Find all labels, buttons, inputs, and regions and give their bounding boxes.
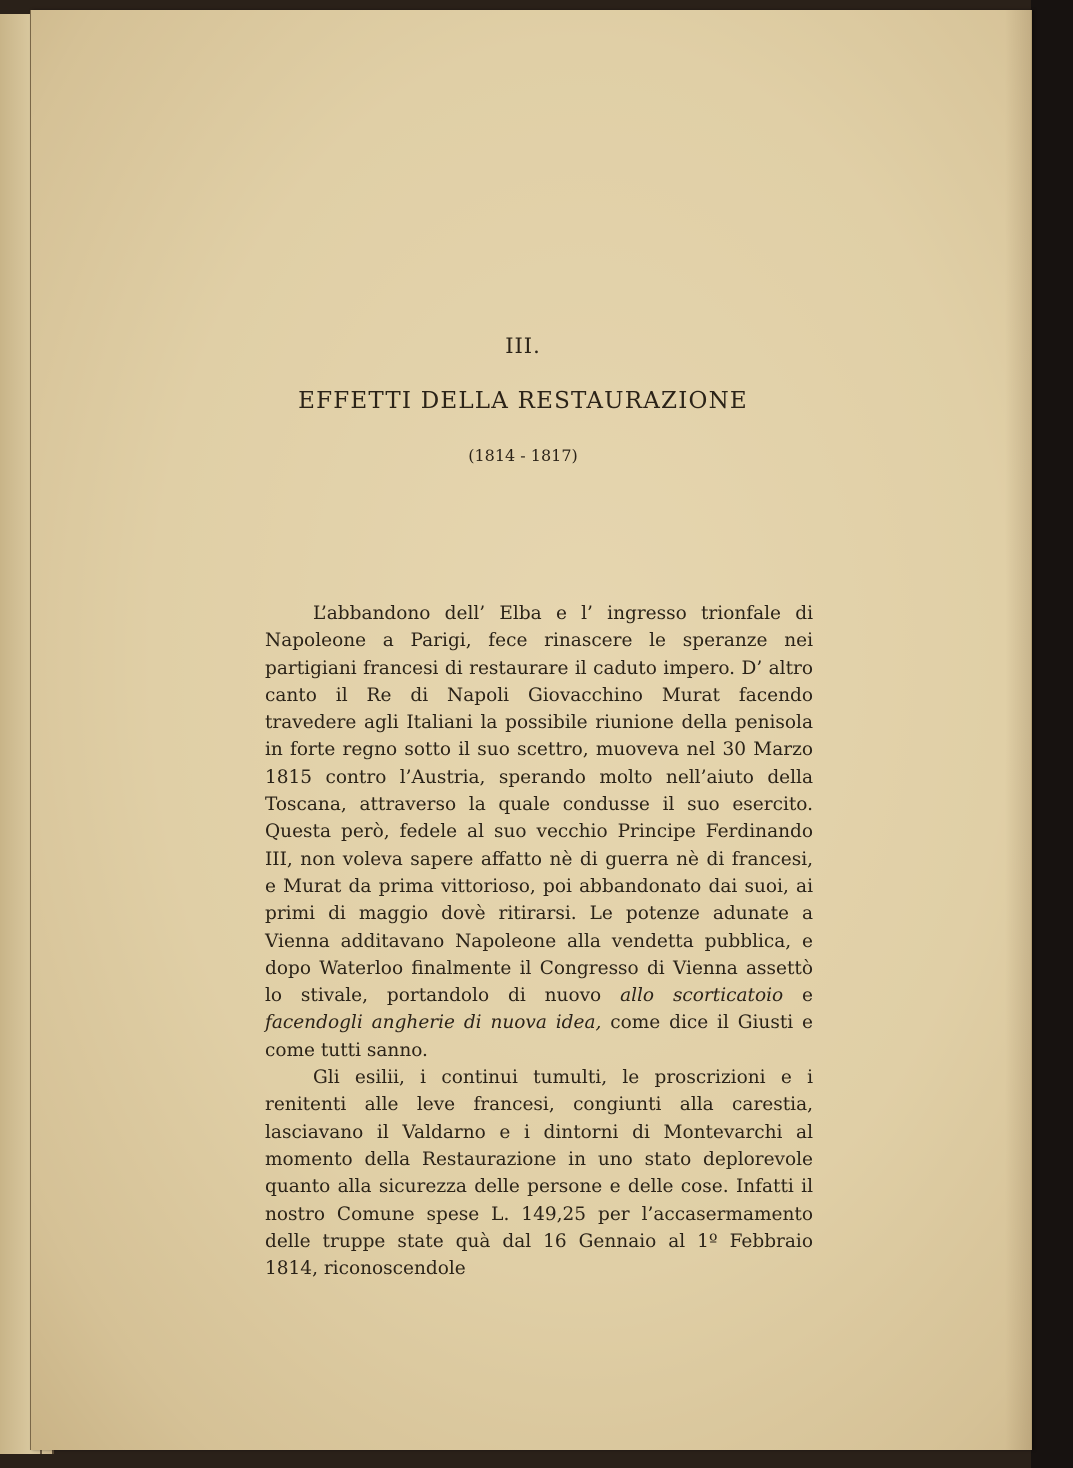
paragraph-2: Gli esilii, i continui tumulti, le proscrizioni e i renitenti alle leve francesi, congiunti alla carestia, lasciavano il Valdarno e i dintorni di Montevarchi al momento della Restaurazione in uno stato deplorevole quanto alla sicurezza delle persone e delle cose. Infatti il nostro Comune spese L. 149,25 per l’accasermamento delle truppe state quà dal 16 Gennaio al 1º Febbraio 1814, riconoscendole xyxy=(265,1067,813,1280)
book-page xyxy=(30,10,1032,1450)
paragraph-1-text: L’abbandono dell’ Elba e l’ ingresso trionfale di Napoleone a Parigi, fece rinascere le speranze nei partigiani francesi di restaurare il caduto impero. D’ altro canto il Re di Napoli Giovacchino Murat facendo travedere agli Italiani la possibile riunione della penisola in forte regno sotto il suo scettro, muoveva nel 30 Marzo 1815 contro l’Austria, sperando molto nell’aiuto della Toscana, attraverso la quale condusse il suo esercito. Questa però, fedele al suo vecchio Principe Ferdinando III, non voleva sapere affatto nè di guerra nè di francesi, e Murat da prima vittorioso, poi abbandonato dai suoi, ai primi di maggio dovè ritirarsi. Le potenze adunate a Vienna additavano Napoleone alla vendetta pubblica, e dopo Waterloo finalmente il Congresso di Vienna assettò lo stivale, portandolo di nuovo xyxy=(265,603,813,1007)
chapter-dates: (1814 - 1817) xyxy=(468,446,578,465)
paragraph-1-italic-phrase-2: facendogli angherie di nuova idea, xyxy=(265,1012,602,1034)
chapter-number: III. xyxy=(505,334,541,358)
paragraph-1 xyxy=(265,600,813,1064)
paragraph-1-connector: e xyxy=(783,985,813,1007)
paragraph-1-italic-phrase-1: allo scorticatoio xyxy=(620,985,784,1007)
scan-background xyxy=(1031,0,1073,1468)
body-text xyxy=(265,600,813,1282)
chapter-title: EFFETTI DELLA RESTAURAZIONE xyxy=(298,388,748,414)
paragraph-1-ending: come dice il Giusti e come tutti sanno. xyxy=(265,1012,813,1061)
